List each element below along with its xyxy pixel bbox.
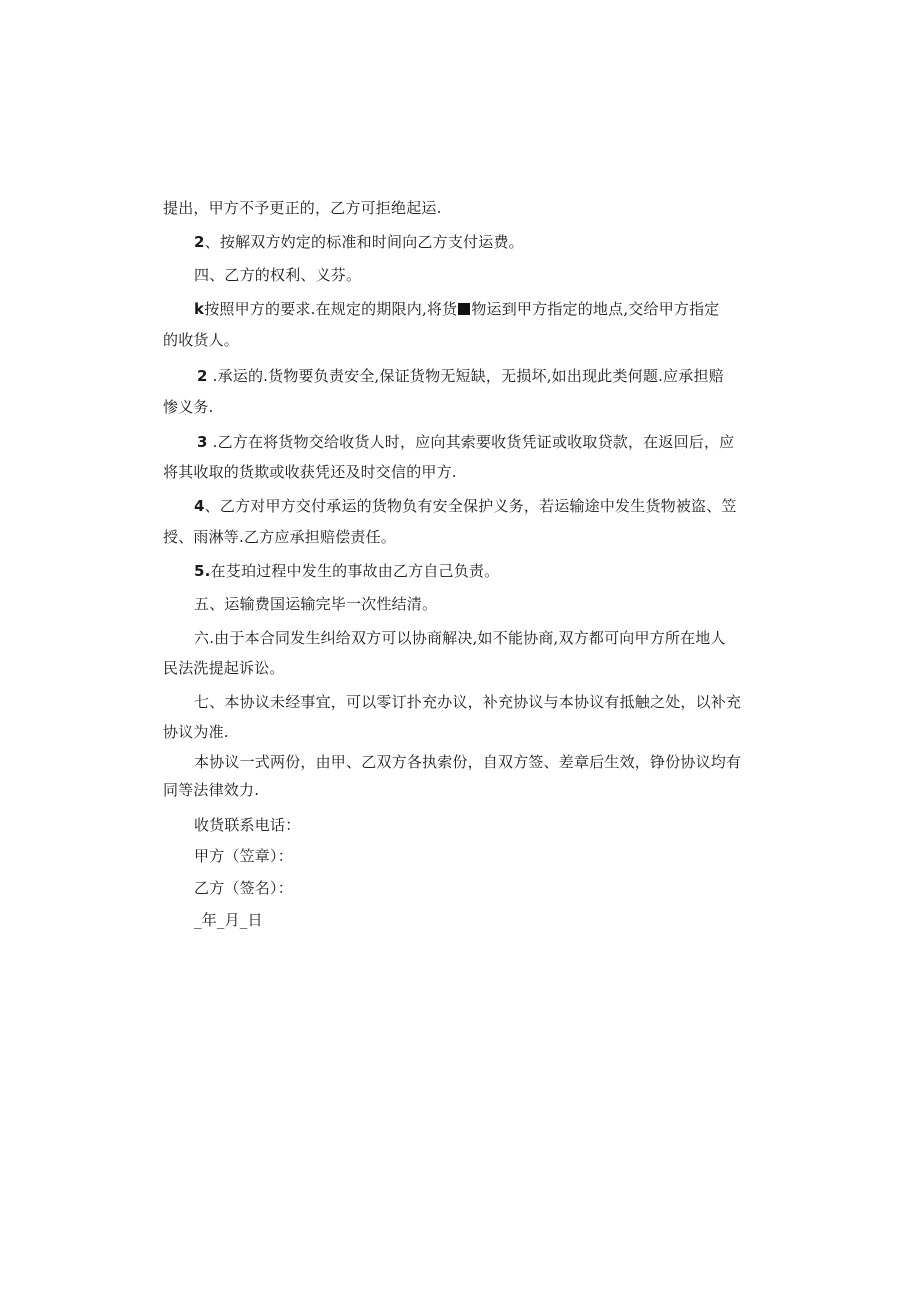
contact-phone-label xyxy=(194,815,300,835)
line-text: .承运的.货物要负责安全,保证货物无短缺，无损坏,如出现此类何题.应承担赔 xyxy=(207,367,724,385)
section-heading-7 xyxy=(194,692,741,712)
line-text: 、乙方对甲方交付承运的货物负有安全保护义务，若运输途中发生货物被盗、笠 xyxy=(204,497,737,515)
section-heading: 四、乙方的权利、义芬。 xyxy=(194,266,362,284)
line-text: 物运到甲方指定的地点,交给甲方指定 xyxy=(471,300,720,318)
clause-number: 2 xyxy=(194,233,205,251)
clause-number: 5. xyxy=(194,562,211,580)
line-text: 民法洗提起诉讼。 xyxy=(163,659,285,677)
clause-number: 2 xyxy=(197,367,208,385)
clause-number: 3 xyxy=(197,433,208,451)
black-square-icon xyxy=(458,303,470,315)
clause-5-accident xyxy=(194,561,499,581)
party-b-signature-label xyxy=(194,878,293,898)
clause-2-payment xyxy=(194,232,524,252)
paragraph-line xyxy=(163,462,457,482)
line-text: 在芟珀过程中发生的事故由乙方自己负责。 xyxy=(210,562,500,580)
clause-number: k xyxy=(194,300,205,318)
line-text: 七、本协议未经事宜，可以零订扑充办议，补充协议与本协议有抵触之处，以补充 xyxy=(194,693,742,711)
clause-3-receipt xyxy=(197,432,734,452)
line-text: 按照甲方的要求.在规定的期限内,将货 xyxy=(204,300,458,318)
paragraph-line xyxy=(163,658,285,678)
line-text: 授、雨淋等.乙方应承担赔偿责任。 xyxy=(163,528,396,546)
line-text: 将其收取的货欺或收获凭还及时交信的甲方. xyxy=(163,463,457,481)
paragraph-line xyxy=(163,780,259,800)
line-text: 提出，甲方不予更正的，乙方可拒绝起运. xyxy=(163,199,442,217)
clause-number: 4 xyxy=(194,497,205,515)
party-a-signature-label xyxy=(194,846,293,866)
section-heading-5 xyxy=(194,594,437,614)
clause-2-safety xyxy=(197,366,724,386)
section-heading: 五、运输费国运输完毕一次性结清。 xyxy=(194,595,438,613)
line-text: 六.由于本合同发生纠给双方可以协商解决,如不能协商,双方都可向甲方所在地人 xyxy=(194,629,726,647)
line-text: 本协议一式两份，由甲、乙双方各执索份，自双方签、差章后生效，铮份协议均有 xyxy=(194,753,742,771)
line-text: .乙方在将货物交给收货人时，应向其索要收货凭证或收取贷款，在返回后，应 xyxy=(207,433,735,451)
clause-4-protection xyxy=(194,496,737,516)
paragraph-line xyxy=(163,198,442,218)
paragraph-line xyxy=(163,330,239,350)
paragraph-line xyxy=(163,722,229,742)
line-text: 甲方（笠章）： xyxy=(194,847,293,865)
section-heading-4 xyxy=(194,265,361,285)
paragraph-line xyxy=(163,397,214,417)
date-line xyxy=(194,910,263,930)
line-text: 收货联系电话： xyxy=(194,816,301,834)
line-text: 惨义务. xyxy=(163,398,214,416)
line-text: 、按解双方妁定的标准和时间向乙方支付运费。 xyxy=(204,233,524,251)
paragraph-line xyxy=(163,527,396,547)
line-text: 的收货人。 xyxy=(163,331,240,349)
copies-clause xyxy=(194,752,741,772)
line-text: _年_月_日 xyxy=(194,911,263,929)
clause-1-delivery xyxy=(194,299,720,319)
line-text: 乙方（签名）： xyxy=(194,879,293,897)
section-heading-6 xyxy=(194,628,726,648)
line-text: 协议为准. xyxy=(163,723,229,741)
line-text: 同等法律效力. xyxy=(163,781,260,799)
